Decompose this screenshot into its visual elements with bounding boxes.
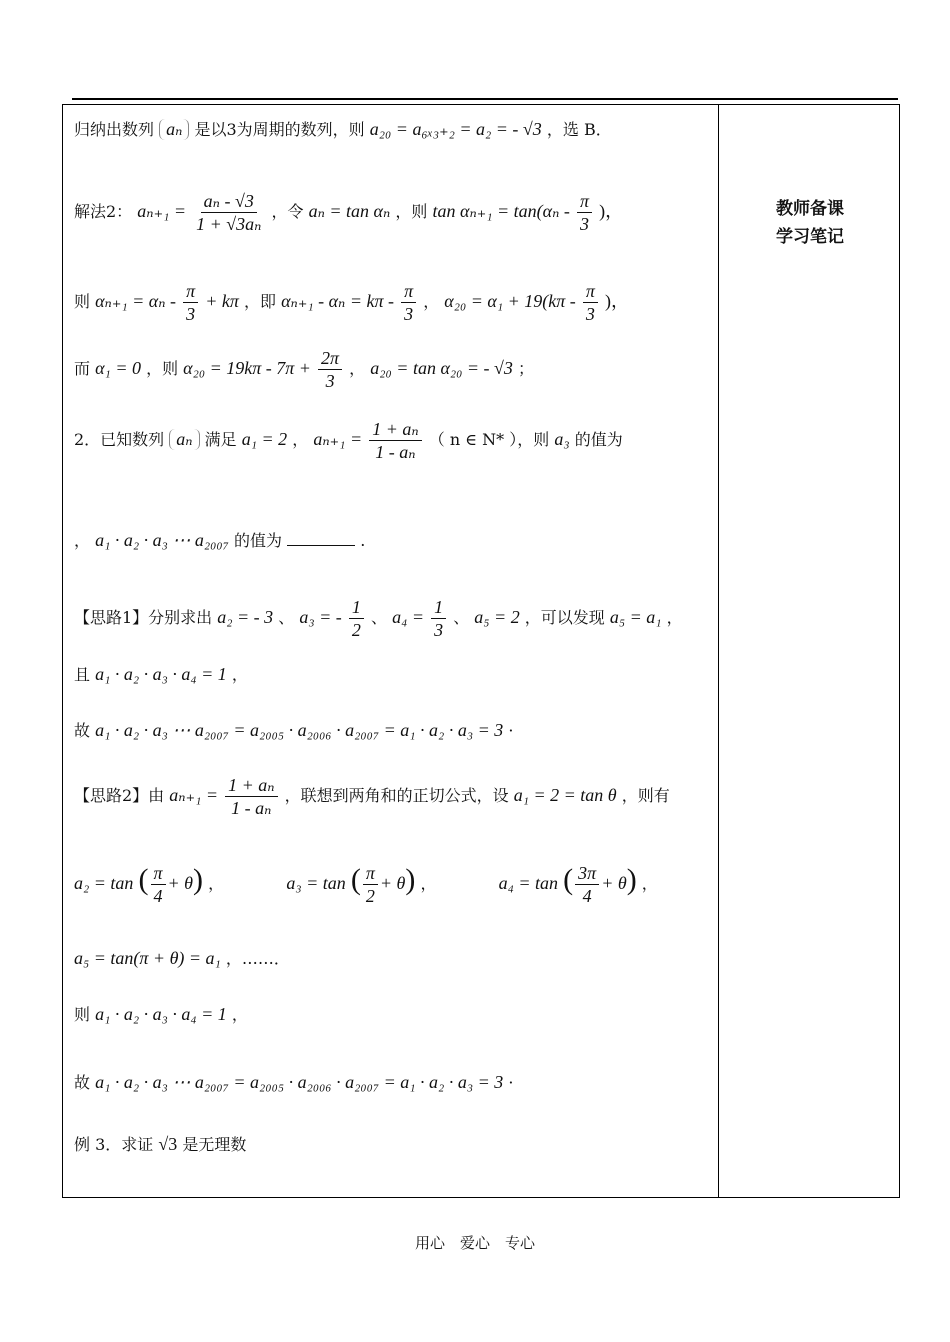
line-9 (74, 718, 513, 741)
text: 是无理数 (182, 1135, 247, 1154)
formula: a₂ = - 3 (217, 607, 274, 627)
sequence: aₙ (169, 429, 199, 450)
text: 则 (74, 292, 91, 311)
formula: a₁ · a₂ · a₃ ⋯ a₂₀₀₇ = a₂₀₀₅ · a₂₀₀₆ · a₂₀₀₇ = a₁ · a₂ · a₃ = 3 (95, 720, 504, 740)
text: ， (666, 608, 683, 627)
formula: a₄ = (392, 607, 424, 627)
text: 、 (278, 608, 295, 627)
numerator: 1 (349, 596, 364, 619)
text: ， (423, 292, 440, 311)
text: ，……． (225, 949, 290, 968)
formula: a₁ · a₂ · a₃ · a₄ = 1 (95, 1004, 227, 1024)
text: · (508, 1073, 514, 1092)
text: ， (208, 874, 225, 893)
line-15 (74, 1132, 246, 1155)
text: ，可以发现 (524, 608, 605, 627)
fraction (363, 862, 378, 907)
line-4 (74, 347, 534, 392)
paren-left: ( (563, 863, 574, 896)
text: 而 (74, 359, 91, 378)
fraction (225, 774, 277, 819)
denominator: 3 (580, 214, 589, 234)
text: ， (420, 874, 437, 893)
fraction (575, 862, 599, 907)
fraction (583, 280, 598, 325)
formula: aₙ₊₁ = (169, 785, 218, 805)
fraction (318, 347, 342, 392)
formula: + θ (601, 873, 627, 893)
text: · (508, 721, 514, 740)
page-footer: 用心 爱心 专心 (414, 1234, 535, 1252)
denominator: 1 + √3aₙ (196, 214, 262, 234)
text: ， (349, 359, 366, 378)
text: 【思路2】由 (74, 786, 165, 805)
formula: + θ (167, 873, 194, 893)
header-rule (72, 98, 898, 100)
fraction (349, 596, 364, 641)
denominator: 3 (186, 304, 196, 324)
numerator: π (183, 280, 198, 303)
text: （ n ∈ N* ），则 (428, 430, 550, 449)
text: 、 (370, 608, 387, 627)
text: 归纳出数列 (74, 120, 155, 139)
text: 的值为 (234, 531, 283, 550)
teacher-notes-column (722, 195, 898, 251)
text: )， (604, 291, 629, 311)
answer-blank (287, 531, 355, 546)
numerator: 1 + aₙ (369, 418, 421, 441)
denominator: 3 (585, 304, 595, 324)
fraction (183, 280, 198, 325)
paren-right: ) (193, 863, 204, 896)
text: ，则有 (621, 786, 670, 805)
text: )， (599, 201, 624, 221)
text: 【思路1】分别求出 (74, 608, 213, 627)
denominator: 1 - aₙ (231, 798, 272, 818)
text: 故 (74, 1073, 91, 1092)
line-14 (74, 1070, 513, 1093)
formula: αₙ₊₁ - αₙ = kπ - (281, 291, 394, 311)
numerator: π (363, 862, 378, 885)
text: 例 3．求证 (74, 1135, 154, 1154)
text: 是以3为周期的数列，则 (194, 120, 365, 139)
formula: + kπ (205, 291, 239, 311)
text: 满足 (204, 430, 237, 449)
text: ，则 (395, 202, 428, 221)
formula: a₅ = 2 (474, 607, 520, 627)
paren-left: ( (350, 863, 361, 896)
text: . (360, 531, 366, 550)
formula: αₙ₊₁ = αₙ - (95, 291, 176, 311)
formula: α₂₀ = 19kπ - 7π + (183, 358, 311, 378)
formula: aₙ₊₁ = (137, 201, 186, 221)
formula: a₂₀ = tan α₂₀ = - √3 (370, 358, 513, 378)
text: ，则 (146, 359, 179, 378)
text: ，联想到两角和的正切公式，设 (284, 786, 509, 805)
formula: a₃ = tan (286, 873, 346, 893)
text: ， (231, 665, 248, 684)
formula: a₁ = 2 = tan θ (513, 785, 617, 805)
fraction (193, 190, 264, 235)
numerator: 1 + aₙ (225, 774, 277, 797)
text: 、 (453, 608, 470, 627)
numerator: 1 (431, 596, 446, 619)
formula: √3 (158, 1134, 178, 1154)
formula: a₁ = 2 (241, 429, 288, 449)
line-7 (74, 596, 683, 641)
line-5 (74, 418, 623, 463)
text: ， (641, 874, 658, 893)
fraction (151, 862, 166, 907)
text: ，令 (271, 202, 304, 221)
formula: aₙ₊₁ = (313, 429, 363, 449)
line-12 (74, 946, 290, 969)
formula: a₄ = tan (498, 873, 559, 893)
formula: a₁ · a₂ · a₃ · a₄ = 1 (95, 664, 227, 684)
text: ， (231, 1005, 248, 1024)
formula: tan αₙ₊₁ = tan(αₙ - (432, 201, 570, 221)
line-1 (74, 117, 612, 140)
formula: a₂ = tan (74, 873, 134, 893)
fraction (577, 190, 592, 235)
numerator: π (151, 862, 166, 885)
text: 2．已知数列 (74, 430, 165, 449)
text: ， (292, 430, 309, 449)
numerator: π (583, 280, 598, 303)
formula: + θ (379, 873, 406, 893)
text: 且 (74, 665, 91, 684)
text: ，选 B． (546, 120, 612, 139)
line-8 (74, 662, 248, 685)
denominator: 3 (434, 620, 444, 640)
page-table (62, 104, 900, 1198)
text: 的值为 (574, 430, 623, 449)
line-2 (74, 190, 623, 235)
numerator: 3π (575, 862, 599, 885)
formula: a₅ = a₁ (609, 607, 662, 627)
line-10 (74, 774, 670, 819)
paren-left: ( (138, 863, 149, 896)
formula: a₃ (554, 429, 570, 449)
denominator: 3 (325, 371, 335, 391)
line-11 (74, 862, 658, 907)
formula: a₂₀ = a₆ₓ₃₊₂ = a₂ = - √3 (369, 119, 542, 139)
line-3 (74, 280, 629, 325)
sequence: aₙ (159, 119, 189, 140)
formula: a₃ = - (299, 607, 342, 627)
text: ， (74, 531, 91, 550)
paren-right: ) (626, 863, 637, 896)
formula: α₂₀ = α₁ + 19(kπ - (444, 291, 576, 311)
formula: aₙ = tan αₙ (308, 201, 391, 221)
fraction (431, 596, 446, 641)
formula: a₁ · a₂ · a₃ ⋯ a₂₀₀₇ = a₂₀₀₅ · a₂₀₀₆ · a₂₀₀₇ = a₁ · a₂ · a₃ = 3 (95, 1072, 504, 1092)
text: ； (518, 359, 535, 378)
text: 故 (74, 721, 91, 740)
column-divider (718, 104, 719, 1198)
text: 解法2： (74, 202, 133, 221)
formula: a₅ = tan(π + θ) = a₁ (74, 948, 221, 968)
formula: a₁ · a₂ · a₃ ⋯ a₂₀₀₇ (95, 530, 229, 550)
side-note-line1: 教师备课 (776, 199, 844, 219)
formula: α₁ = 0 (95, 358, 141, 378)
fraction (369, 418, 421, 463)
numerator: π (577, 190, 592, 213)
denominator: 4 (153, 886, 163, 906)
numerator: 2π (318, 347, 342, 370)
fraction (401, 280, 416, 325)
text: 则 (74, 1005, 91, 1024)
denominator: 2 (351, 620, 361, 640)
denominator: 1 - aₙ (375, 442, 416, 462)
denominator: 2 (365, 886, 375, 906)
denominator: 3 (404, 304, 414, 324)
line-6 (74, 528, 365, 551)
line-13 (74, 1002, 248, 1025)
paren-right: ) (405, 863, 416, 896)
numerator: π (401, 280, 416, 303)
text: ，即 (243, 292, 276, 311)
denominator: 4 (582, 886, 592, 906)
numerator: aₙ - √3 (201, 190, 257, 213)
side-note-line2: 学习笔记 (776, 227, 844, 247)
